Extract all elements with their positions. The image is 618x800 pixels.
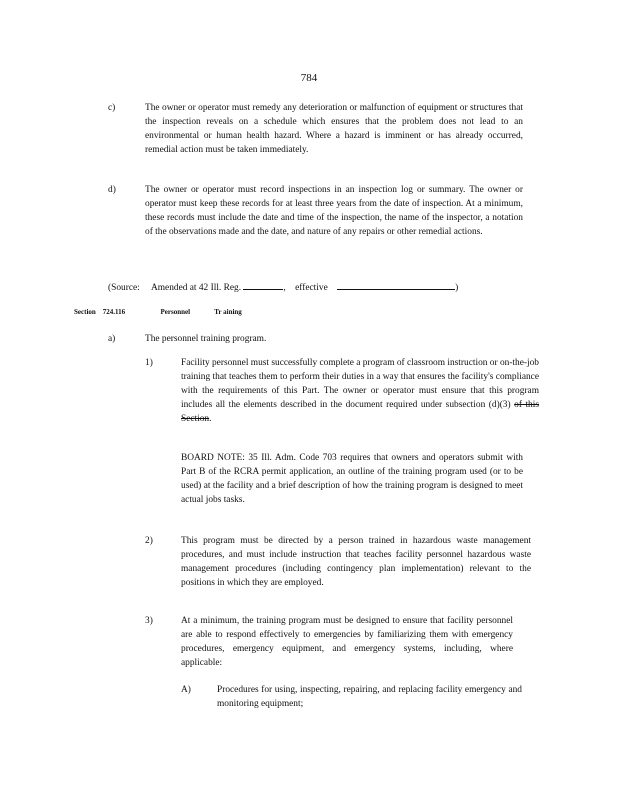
item-1-text bbox=[181, 356, 539, 426]
page-number: 784 bbox=[300, 72, 318, 84]
item-3-label: 3) bbox=[145, 616, 153, 626]
source-amended: Amended at 42 Ill. Reg. bbox=[150, 283, 242, 293]
item-a-label: a) bbox=[108, 334, 116, 344]
section-number: 724.116 bbox=[102, 308, 126, 316]
section-title-word1: Personnel bbox=[160, 308, 191, 316]
item-1-paragraph bbox=[181, 356, 539, 426]
item-2-label: 2) bbox=[145, 536, 153, 546]
item-A-paragraph: Procedures for using, inspecting, repairing, and replacing facility emergency and monitoring equipment; bbox=[217, 685, 522, 709]
item-a-text: The personnel training program. bbox=[145, 334, 267, 344]
item-A-text bbox=[217, 683, 522, 711]
item-1-period: . bbox=[209, 414, 212, 424]
item-c-text bbox=[145, 101, 523, 157]
source-open: (Source: bbox=[108, 283, 140, 293]
item-3-text bbox=[181, 614, 513, 670]
item-2-text bbox=[181, 534, 531, 590]
board-note-paragraph: BOARD NOTE: 35 Ill. Adm. Code 703 requires that owners and operators submit with Part B of the RCRA permit application, an outline of the training program used (or to be used) at the facility and a brief description of how the training program is designed to meet actual jobs tasks. bbox=[181, 453, 523, 505]
item-c-paragraph: The owner or operator must remedy any deterioration or malfunction of equipment or structures that the inspection reveals on a schedule which ensures that the problem does not lead to an environmental or human health hazard. Where a hazard is imminent or has already occurred, remedial action must be taken immediately. bbox=[145, 103, 523, 155]
item-d-paragraph: The owner or operator must record inspections in an inspection log or summary. The owner or operator must keep these records for at least three years from the date of inspection. At a minimum, these records must include the date and time of the inspection, the name of the inspector, a notation of the observations made and the date, and nature of any repairs or other remedial actions. bbox=[145, 185, 523, 237]
item-2-paragraph: This program must be directed by a person trained in hazardous waste management procedures, and must include instruction that teaches facility personnel hazardous waste management procedures (including contingency plan implementation) relevant to the positions in which they are employed. bbox=[181, 536, 531, 588]
item-1-body: Facility personnel must successfully complete a program of classroom instruction or on-the-job training that teaches them to perform their duties in a way that ensures the facility's compliance with the requirements of this Part. The owner or operator must ensure that this program includes all the elements described in the document required under subsection (d)(3) bbox=[181, 358, 539, 410]
source-reg-blank bbox=[243, 280, 283, 290]
item-d-text bbox=[145, 183, 523, 239]
item-1-struck-text: of this Section bbox=[181, 400, 540, 424]
item-1-label: 1) bbox=[145, 358, 153, 368]
source-comma: , bbox=[283, 283, 286, 293]
item-3-paragraph: At a minimum, the training program must be designed to ensure that facility personnel are able to respond effectively to emergencies by familiarizing them with emergency procedures, emergency equipment, and emergency systems, including, where applicable: bbox=[181, 616, 513, 668]
source-date-blank bbox=[337, 280, 455, 290]
section-label: Section bbox=[74, 308, 96, 316]
section-heading bbox=[74, 307, 242, 317]
item-c-label: c) bbox=[108, 103, 116, 113]
item-A-label: A) bbox=[181, 685, 191, 695]
source-effective: effective bbox=[295, 283, 328, 293]
board-note bbox=[181, 451, 523, 507]
source-close: ) bbox=[455, 283, 459, 293]
item-d-label: d) bbox=[108, 185, 116, 195]
source-note bbox=[108, 280, 458, 295]
section-title-word2: Tr aining bbox=[214, 308, 242, 316]
